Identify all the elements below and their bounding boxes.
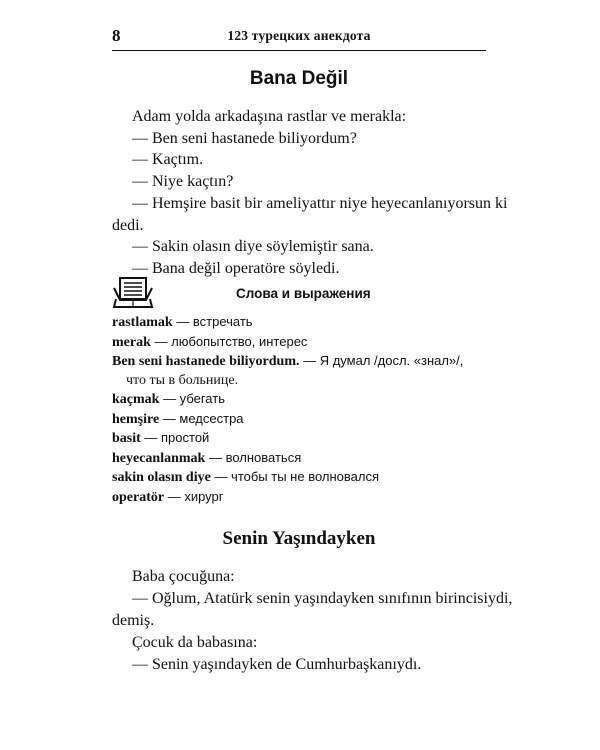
vocab-term: heyecanlanmak <box>112 450 206 466</box>
vocab-translation: — простой <box>140 430 210 445</box>
text-line: Baba çocuğuna: <box>132 568 235 585</box>
vocab-term: basit <box>112 431 141 446</box>
vocab-translation: — любопытство, интерес <box>150 333 308 349</box>
text-line: — Ben seni hastanede biliyordum? <box>132 129 357 147</box>
running-title: 123 турецких анекдота <box>227 28 371 43</box>
book-icon <box>112 276 154 310</box>
text-line: — Senin yaşındayken de Cumhurbaşkanıydı. <box>132 656 422 673</box>
story-title-bana-degil: Bana Değil <box>249 68 349 89</box>
text-line: — Niye kaçtın? <box>132 173 234 191</box>
story-text-senin-yasindayken <box>112 566 513 676</box>
vocab-translation: — хирург <box>164 488 224 504</box>
vocab-translation: — встречать <box>172 314 253 329</box>
vocabulary-header <box>112 276 492 316</box>
vocab-entry <box>112 390 492 410</box>
vocabulary-title: Слова и выражения <box>236 286 371 301</box>
text-line: — Oğlum, Atatürk senin yaşındayken sınıfının birincisiydi, <box>132 590 513 607</box>
vocab-term: sakin olasın diye <box>112 470 211 485</box>
vocabulary-list <box>112 313 492 507</box>
vocab-term: Ben seni hastanede biliyordum. <box>112 354 300 369</box>
vocab-term: merak <box>112 334 151 350</box>
vocab-entry <box>112 352 492 372</box>
vocab-translation-continued: что ты в больнице. <box>126 372 239 388</box>
text-line: — Sakin olasın diye söylemiştir sana. <box>132 238 374 256</box>
vocab-term: operatör <box>112 489 165 505</box>
text-line: — Hemşire basit bir ameliyattır niye heyecanlanıyorsun ki <box>132 194 508 212</box>
vocab-term: kaçmak <box>112 392 160 407</box>
vocab-entry <box>112 333 492 353</box>
text-line: — Kaçtım. <box>132 151 204 169</box>
text-line: dedi. <box>112 216 144 234</box>
running-header <box>112 26 486 51</box>
text-line: Çocuk da babasına: <box>132 634 258 651</box>
vocab-entry <box>112 410 492 430</box>
vocab-entry <box>112 313 492 333</box>
vocab-entry <box>112 429 492 449</box>
vocab-term: hemşire <box>112 411 160 427</box>
page-number: 8 <box>112 26 121 45</box>
vocab-translation: — чтобы ты не волновался <box>210 469 380 484</box>
text-line: demiş. <box>112 612 155 629</box>
text-line: — Bana değil operatöre söyledi. <box>132 259 340 277</box>
vocab-entry <box>112 488 492 508</box>
story-title-senin-yasindayken: Senin Yaşındayken <box>222 528 376 549</box>
vocab-translation: — медсестра <box>159 410 244 426</box>
story-text-bana-degil <box>112 106 508 280</box>
vocab-entry <box>112 468 492 488</box>
vocab-translation: — убегать <box>159 391 225 406</box>
text-line: Adam yolda arkadaşına rastlar ve merakla: <box>132 108 407 125</box>
vocab-entry <box>112 449 492 469</box>
vocab-translation: — Я думал /досл. «знал»/, <box>299 353 464 368</box>
vocab-translation: — волноваться <box>205 449 302 465</box>
vocab-term: rastlamak <box>112 315 173 330</box>
